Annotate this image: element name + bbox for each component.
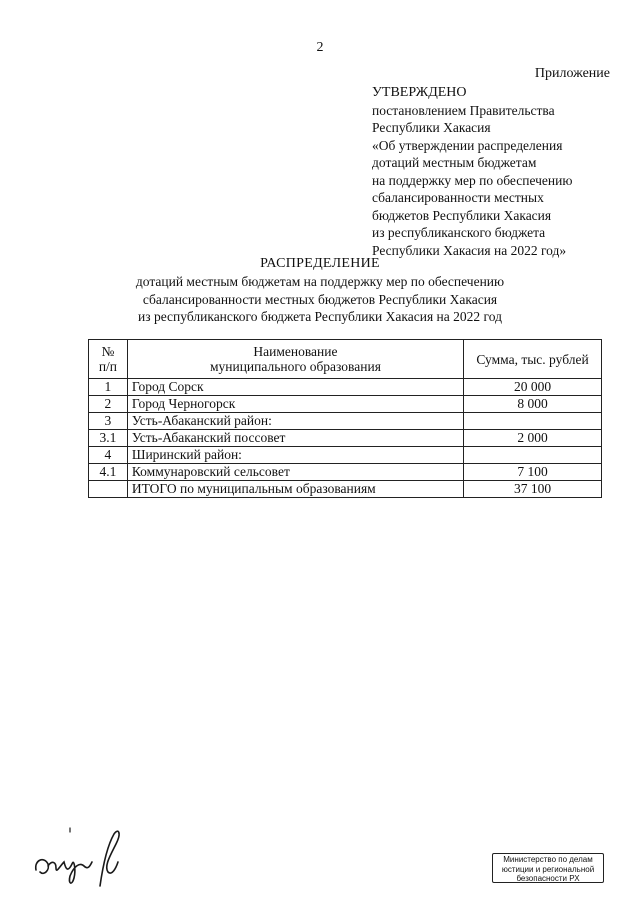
table-header-row	[89, 340, 602, 379]
table-row	[89, 413, 602, 430]
approval-line: постановлением Правительства	[372, 102, 555, 118]
row-name: Коммунаровский сельсовет	[127, 464, 463, 481]
row-sum: 2 000	[464, 430, 602, 447]
table-row	[89, 447, 602, 464]
table-row	[89, 379, 602, 396]
document-title: РАСПРЕДЕЛЕНИЕ	[260, 256, 380, 271]
approval-title: УТВЕРЖДЕНО	[372, 85, 467, 100]
row-name: ИТОГО по муниципальным образованиям	[127, 481, 463, 498]
header-number-line1: №	[101, 344, 115, 359]
header-name	[127, 340, 463, 379]
row-number: 4	[89, 447, 128, 464]
subtitle-line: дотаций местным бюджетам на поддержку мер по обеспечению	[135, 274, 505, 289]
approval-line: дотаций местным бюджетам	[372, 155, 537, 170]
row-number: 2	[89, 396, 128, 413]
distribution-table	[88, 339, 602, 498]
row-sum: 37 100	[464, 481, 602, 498]
row-number: 3.1	[89, 430, 128, 447]
row-name: Усть-Абаканский район:	[127, 413, 463, 430]
row-sum: 20 000	[464, 379, 602, 396]
table-row	[89, 464, 602, 481]
row-sum: 8 000	[464, 396, 602, 413]
stamp-line: юстиции и региональной	[501, 864, 595, 874]
approval-line: на поддержку мер по обеспечению	[372, 172, 573, 188]
approval-line: сбалансированности местных	[372, 190, 544, 205]
approval-line: «Об утверждении распределения	[372, 137, 563, 153]
stamp-line: безопасности РХ	[516, 874, 580, 883]
subtitle-line: сбалансированности местных бюджетов Республики Хакасия	[142, 291, 498, 307]
page-number: 2	[316, 40, 324, 55]
row-number: 3	[89, 413, 128, 430]
row-name: Город Сорск	[127, 379, 463, 396]
table-row	[89, 396, 602, 413]
row-name: Город Черногорск	[127, 396, 463, 413]
table-row	[89, 430, 602, 447]
row-name: Усть-Абаканский поссовет	[127, 430, 463, 447]
approval-block	[372, 84, 622, 259]
row-number: 1	[89, 379, 128, 396]
header-name-line2: муниципального образования	[209, 359, 381, 374]
row-number	[89, 481, 128, 498]
row-sum: 7 100	[464, 464, 602, 481]
header-number-line2: п/п	[98, 359, 118, 374]
header-name-line1: Наименование	[253, 344, 338, 359]
row-sum	[464, 447, 602, 464]
table-total-row	[89, 481, 602, 498]
stamp-line: Министерство по делам	[503, 855, 593, 864]
handwritten-signature	[30, 826, 130, 890]
row-sum	[464, 413, 602, 430]
approval-line: из республиканского бюджета	[372, 225, 546, 240]
header-sum: Сумма, тыс. рублей	[464, 340, 602, 379]
approval-line: Республики Хакасия	[372, 120, 491, 135]
appendix-label: Приложение	[534, 66, 610, 81]
subtitle-line: из республиканского бюджета Республики Хакасия на 2022 год	[138, 309, 502, 324]
ministry-stamp	[492, 853, 604, 883]
approval-line: Республики Хакасия на 2022 год»	[372, 242, 567, 258]
document-subtitle	[0, 273, 640, 326]
approval-line: бюджетов Республики Хакасия	[372, 207, 552, 223]
row-name: Ширинский район:	[127, 447, 463, 464]
row-number: 4.1	[89, 464, 128, 481]
header-number	[89, 340, 128, 379]
